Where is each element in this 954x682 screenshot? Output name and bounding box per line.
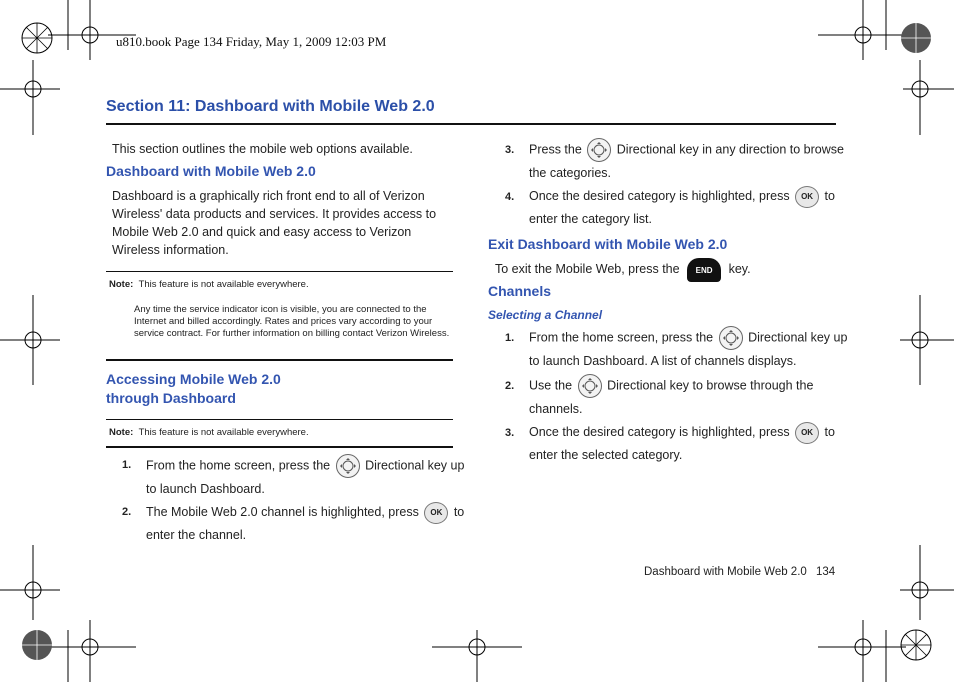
channel-step-2-line2: channels. (529, 402, 583, 416)
note2-label: Note: (109, 427, 134, 438)
ok-key-icon: OK (795, 422, 819, 444)
section-title-rule (106, 123, 836, 125)
right-step-3-number: 3. (505, 144, 515, 156)
note1 (109, 279, 454, 291)
directional-key-icon (587, 138, 611, 162)
right-step-3-line2: the categories. (529, 166, 611, 180)
right-step-3-post: Directional key in any direction to browse (616, 142, 844, 157)
channel-step-3-pre: Once the desired category is highlighted, press (529, 425, 790, 439)
left-step-2-pre: The Mobile Web 2.0 channel is highlighted, press (146, 505, 419, 519)
right-step-4 (529, 185, 849, 230)
note1-extra: Any time the service indicator icon is visible, you are connected to the Internet and billed accordingly. Rates and prices vary according to your service contract. For further information on billing contact Verizon Wireless. (134, 304, 450, 339)
heading-exit: Exit Dashboard with Mobile Web 2.0 (488, 236, 728, 252)
heading-channels: Channels (488, 283, 552, 299)
left-step-1-number: 1. (122, 459, 132, 471)
book-info-header: u810.book Page 134 Friday, May 1, 2009 12:03 PM (116, 34, 387, 49)
channel-step-2-post: Directional key to browse through the (607, 378, 814, 393)
right-step-3 (529, 138, 849, 184)
directional-key-icon (719, 326, 743, 350)
channel-step-2-pre: Use the (529, 378, 573, 393)
channel-step-2 (529, 374, 849, 420)
directional-key-icon (578, 374, 602, 398)
heading-accessing-line2: through Dashboard (106, 390, 236, 406)
channel-step-3 (529, 421, 849, 466)
channel-step-1-line2: to launch Dashboard. A list of channels displays. (529, 354, 797, 368)
heading-accessing-line1: Accessing Mobile Web 2.0 (106, 371, 281, 387)
right-step-4-pre: Once the desired category is highlighted, press (529, 189, 790, 203)
footer-label: Dashboard with Mobile Web 2.0 (644, 566, 807, 578)
right-step-4-line2: enter the category list. (529, 211, 652, 226)
note2-text: This feature is not available everywhere. (138, 427, 309, 438)
note1-label: Note: (109, 279, 134, 290)
ok-key-icon: OK (424, 502, 448, 524)
left-step-1 (146, 454, 466, 500)
left-step-1-pre: From the home screen, press the (146, 458, 331, 473)
left-step-2-line2: enter the channel. (146, 527, 247, 542)
note1-top-rule (106, 271, 453, 272)
left-step-1-post: Directional key up (365, 458, 465, 473)
exit-pre: To exit the Mobile Web, press the (495, 262, 680, 276)
exit-post: key. (728, 262, 751, 276)
channel-step-3-post: to (824, 425, 835, 439)
left-step-2-post: to (453, 505, 465, 519)
channel-step-1-number: 1. (505, 332, 515, 344)
note2-top-rule (106, 419, 453, 420)
ok-key-icon: OK (795, 186, 819, 208)
note2-bottom-rule (106, 446, 453, 448)
left-step-2-number: 2. (122, 506, 132, 518)
note1-bottom-rule (106, 359, 453, 361)
end-key-icon: END (687, 258, 721, 282)
page-number: 134 (816, 566, 836, 578)
channel-step-3-line2: enter the selected category. (529, 447, 683, 462)
heading-dashboard: Dashboard with Mobile Web 2.0 (106, 163, 316, 179)
left-step-2 (146, 501, 466, 546)
note2 (109, 427, 454, 439)
dashboard-text: Dashboard is a graphically rich front end to all of Verizon Wireless' data products and services. It provides access to Mobile Web 2.0 and quick and easy access to Verizon Wireless information. (112, 189, 437, 257)
exit-text (495, 257, 835, 282)
section-title: Section 11: Dashboard with Mobile Web 2.0 (106, 98, 435, 115)
right-step-3-pre: Press the (529, 142, 582, 157)
channel-step-1-post: Directional key up (748, 330, 848, 345)
channel-step-3-number: 3. (505, 427, 515, 439)
channel-step-1-pre: From the home screen, press the (529, 330, 714, 345)
channel-step-2-number: 2. (505, 380, 515, 392)
channel-step-1 (529, 326, 849, 372)
intro-text: This section outlines the mobile web options available. (112, 142, 413, 156)
directional-key-icon (336, 454, 360, 478)
right-step-4-number: 4. (505, 191, 515, 203)
left-step-1-line2: to launch Dashboard. (146, 482, 265, 496)
heading-accessing (106, 370, 281, 408)
right-step-4-post: to (824, 189, 835, 203)
note1-text: This feature is not available everywhere. (138, 279, 309, 290)
heading-selecting-channel: Selecting a Channel (488, 308, 603, 322)
